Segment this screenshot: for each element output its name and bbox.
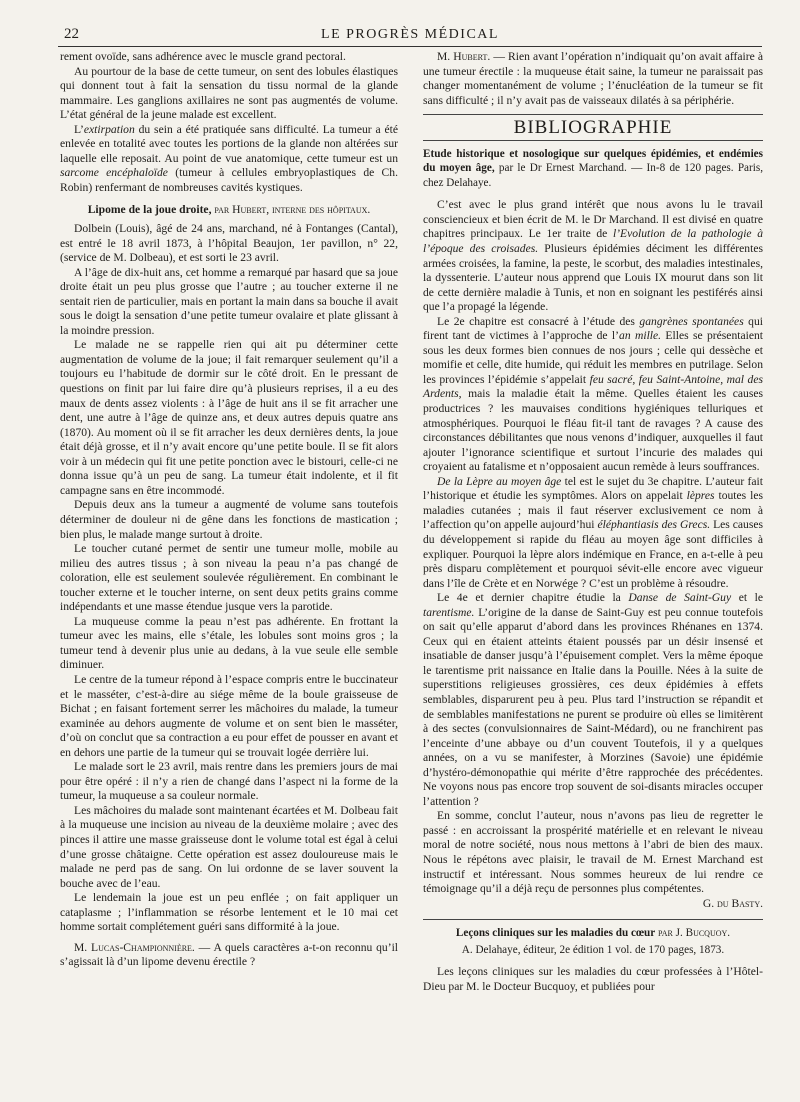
book-title: Etude historique et nosologique sur quelques épidémies, et endémies du moyen âge,: [423, 147, 763, 175]
page-number: 22: [64, 26, 79, 42]
paragraph: Le 4e et dernier chapitre étudie la Danse de Saint-Guy et le tarentisme. L’origine de la danse de Saint-Guy est peu connue toutefois on sait qu’elle apparut d’abord dans les provinces Rhénanes en 1374. Ceux qui en étaient atteints étaient poussés par un désir insensé et insatiable de danser jusqu’à l’épuisement complet. Vers la même époque le tarentisme prit naissance en Italie dans la Pouille. Nées à la suite de superstitions religieuses grossières, ces deux épidémies à effets semblables, disparurent peu à peu. Plus tard l’instruction se répandit et de semblables manifestations ne purent se produire où elles se limitèrent à des sectes (convulsionnaires de Saint-Médard), ou ne franchirent pas l’enceinte d’une abbaye ou d’un couvent Toutefois, il y a quelques années, on a vu se manifester, à Morzines (Savoie) une épidémie d’hystéro-démonopathie qui mérite d’être rapprochée des précédentes. Ne voyons nous pas encore trop souvent de soi-disants miracles occuper l’attention ?: [423, 591, 764, 808]
speaker-name: M. Lucas-Championnière.: [74, 940, 195, 954]
book-meta: par le Dr Ernest Marchand. — In-8 de 120 pages. Paris, chez Delahaye.: [423, 162, 764, 189]
paragraph: Les leçons cliniques sur les maladies du cœur professées à l’Hôtel-Dieu par M. le Docteur Bucquoy, et publiées pour: [423, 965, 763, 993]
paragraph: Depuis deux ans la tumeur a augmenté de volume sans toutefois déterminer de douleur ni de gêne dans les fonctions de mastication ; bien plus, le malade mange surtout à droite.: [60, 498, 398, 541]
section-heading: [60, 203, 398, 218]
paragraph: Le lendemain la joue est un peu enflée ; on fait appliquer un cataplasme ; l’inflammation se résorbe lentement et le 10 mai cet homme sortait complétement guéri sans difformité à la joue.: [60, 891, 398, 934]
paragraph: De la Lèpre au moyen âge tel est le sujet du 3e chapitre. L’auteur fait l’historique et étudie les symptômes. Alors on appelait lèpres toutes les maladies cutanées ; mais il faut réserver exclusivement ce nom à l’affection qu’on appelle aujourd’hui éléphantiasis des Grecs. Les causes du développement si rapide du fléau au moyen âge sont difficiles à expliquer. Pourquoi la lèpre alors indémique en France, en a-t-elle à peu près disparu complètement et pourquoi sévit-elle encore avec vigueur dans l’île de Crète et en Norwége ? C’est un problème à résoudre.: [423, 474, 764, 590]
section-byline: par Hubert, interne des hôpitaux.: [211, 203, 371, 217]
paragraph: rement ovoïde, sans adhérence avec le muscle grand pectoral.: [60, 50, 346, 63]
paragraph: L’extirpation du sein a été pratiquée sans difficulté. La tumeur a été enlevée en totalité avec toutes les portions de la glande non altérées sur laquelle elle reposait. Au point de vue anatomique, cette tumeur est un sarcome encéphaloïde (tumeur à cellules embryoplastiques de Ch. Robin) renfermant de nombreuses cavités kystiques.: [60, 122, 398, 194]
section-divider: [423, 919, 763, 920]
paragraph: C’est avec le plus grand intérêt que nous avons lu le travail consciencieux et bien écrit de M. le Dr Marchand. Il est divisé en quatre chapitres principaux. Le 1er traite de l’Evolution de la pathologie à l’époque des croisades. Plusieurs épidémies déciment les différentes armées croisées, la famine, la peste, le scorbut, des maladies intestinales, la dyssenterie. L’auteur nous apprend que Louis IX mourut dans son lit de cette dernière maladie à Tunis, et non en soignant les pestiférés ainsi que l’a propagé la légende.: [423, 198, 763, 314]
right-column: [423, 50, 763, 994]
book-reference: [423, 147, 763, 191]
paragraph: M. Hubert. — Rien avant l’opération n’indiquait qu’on avait affaire à une tumeur érectile : la muqueuse était saine, la tumeur ne paraissait pas changer momentanément de volume ; l’énucléation de la tumeur se fit sans difficulté ; il n’y avait pas de vaisseaux dilatés à sa périphérie.: [423, 50, 763, 107]
speaker-name: M. Hubert.: [437, 50, 491, 63]
paragraph: Dolbein (Louis), âgé de 24 ans, marchand, né à Fontanges (Cantal), est entré le 18 avril 1873, à l’hôpital Beaujon, 1er pavillon, n° 22, (service de M. Dolbeau), et est sorti le 23 avril.: [60, 222, 398, 265]
running-title: LE PROGRÈS MÉDICAL: [321, 27, 499, 42]
paragraph: A l’âge de dix-huit ans, cet homme a remarqué par hasard que sa joue droite était un peu plus grosse que l’autre ; au toucher externe il ne sentait rien de particulier, mais en portant la main dans sa bouche il avait sous le doigt la sensation d’une petite tumeur ovalaire et plate glissant à la moindre pression.: [60, 265, 398, 337]
page-header: [58, 26, 762, 47]
left-column: [60, 50, 398, 970]
paragraph: Au pourtour de la base de cette tumeur, on sent des lobules élastiques qui donnent tout à fait la sensation du tissu normal de la glande mammaire. Les ganglions axillaires ne sont pas augmentés de volume. L’état général de la jeune malade est excellent.: [60, 64, 398, 122]
paragraph: La muqueuse comme la peau n’est pas adhérente. En frottant la tumeur avec les mains, elle s’étale, les lobules sont moins gros ; la tumeur tend à devenir plus unie au dedans, à la vue seule elle semble diminuer.: [60, 614, 398, 672]
book-title: Leçons cliniques sur les maladies du cœur: [455, 927, 656, 940]
book-meta: A. Delahaye, éditeur, 2e édition 1 vol. de 170 pages, 1873.: [461, 943, 725, 956]
paragraph: Le 2e chapitre est consacré à l’étude des gangrènes spontanées qui firent tant de victimes à l’approche de l’an mille. Elles se présentaient sous les deux formes bien connues de nos jours ; celle qui dessèche et momifie et celle, dite humide, qui réduit les membres en putrilage. Selon les provinces l’épidémie s’appelait feu sacré, feu Saint-Antoine, mal des Ardents, mais la maladie était la même. Quelles étaient les causes productrices ? les mauvaises conditions hygiéniques telluriques et atmosphériques. Pourquoi le fléau fit-il tant de ravages ? A cause des circonstances débilitantes que nous venons d’indiquer, auxquelles il faut ajouter l’ignorance scientifique et surtout l’incurie des malades qui croyaient au fatalisme et n’opposaient aucun remède à leurs souffrances.: [423, 314, 764, 474]
paragraph: En somme, conclut l’auteur, nous n’avons pas lieu de regretter le passé : en accroissant la prospérité matérielle et en relevant le niveau moral de notre société, nous nous mettons à l’abri de bien des maux. Nous le répétons avec plaisir, le travail de M. Ernest Marchand est instructif et intéressant. Nous sommes heureux de lui rendre ce témoignage qu’il a déjà reçu de personnes plus compétentes.: [423, 809, 763, 896]
paragraph: Le toucher cutané permet de sentir une tumeur molle, mobile au milieu des autres tissus ; à son niveau la peau n’a pas changé de coloration, elle est seulement soulevée régulièrement. En combinant le toucher externe et le toucher interne, on sent deux petits grains comme indépendants et une masse étendue jusque vers la parotide.: [60, 542, 398, 614]
review-signature: G. du Basty.: [702, 896, 763, 910]
section-title: Lipome de la joue droite,: [87, 203, 212, 217]
paragraph: Le malade sort le 23 avril, mais rentre dans les premiers jours de mai pour être opéré : il n’y a rien de changé dans l’aspect ni la forme de la tumeur, la muqueuse a sa couleur normale.: [60, 760, 398, 803]
bibliography-heading: BIBLIOGRAPHIE: [423, 114, 763, 141]
book-reference: [423, 926, 763, 941]
book-author: par J. Bucquoy.: [655, 927, 731, 940]
paragraph: Le centre de la tumeur répond à l’espace compris entre le buccinateur et le masséter, c’est-à-dire au siége même de la boule graisseuse de Bichat ; en faisant fortement serrer les mâchoires du malade, la tumeur examinée au dehors augmente de volume et on sent bien le masséter, d’où on conclut que sa contraction a eu pour effet de pousser en avant et en dehors une partie de la tumeur qui se trouvait logée derrière lui.: [60, 672, 398, 759]
paragraph: M. Lucas-Championnière. — A quels caractères a-t-on reconnu qu’il s’agissait là d’un lipome devenu érectile ?: [60, 940, 399, 969]
paragraph: Les mâchoires du malade sont maintenant écartées et M. Dolbeau fait à la muqueuse une incision au niveau de la deuxième molaire ; avec des pinces il attire une masse graisseuse dont le volume total est égal à celui d’une grosse châtaigne. Cette opération est assez douloureuse mais le malade ne perd pas de sang. On lui ordonne de se laver souvent la bouche avec de l’eau.: [60, 803, 398, 890]
paragraph: Le malade ne se rappelle rien qui ait pu déterminer cette augmentation de volume de la joue; il fait remarquer seulement qu’il a toujours eu l’habitude de dormir sur le côté droit. En le pressant de questions on finit par lui faire dire qu’à plusieurs reprises, il a eu des maux de dents assez violents : à l’âge de huit ans il se fit arracher une dent, une autre à l’âge de quinze ans, et deux autres depuis quatre ans (1870). Au moment où il se fit arracher les deux dernières dents, la joue était déjà grosse, et il n’y avait encore qu’une petite boule. Il se fit alors voir à un médecin qui fit une petite ponction avec le bistouri, celle-ci ne donna issue qu’à un peu de sang. La tumeur était indolente, et il fit campagne sans en être incommodé.: [60, 338, 398, 497]
